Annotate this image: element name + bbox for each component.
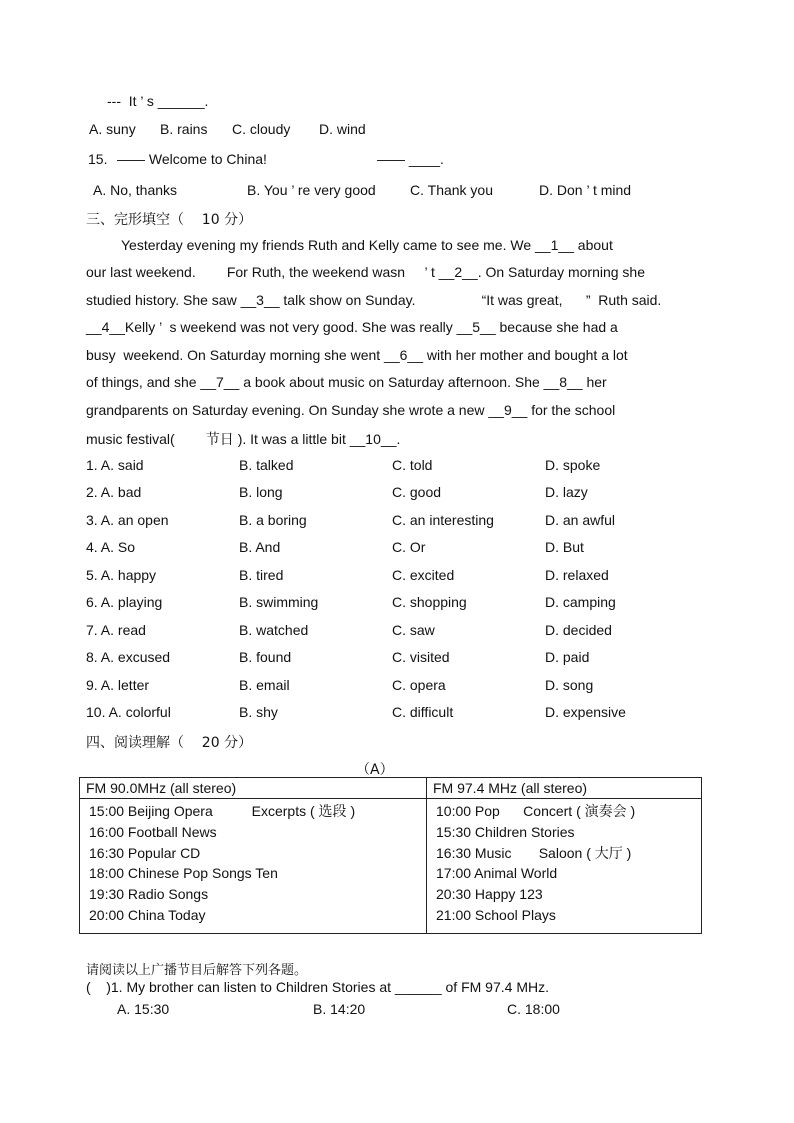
cloze-q3-option-a: 3. A. an open: [86, 512, 169, 528]
q14-answer-line: --- It ’ s ______.: [107, 93, 209, 109]
cloze-q6-option-c: C. shopping: [392, 594, 467, 610]
cloze-q2-option-c: C. good: [392, 484, 442, 500]
cloze-q4-option-a: 4. A. So: [86, 539, 136, 555]
station1-program: 19:30 Radio Songs: [89, 886, 209, 903]
station2-program: 21:00 School Plays: [436, 906, 556, 923]
station2-program: 15:30 Children Stories: [436, 823, 575, 840]
cloze-q5-option-c: C. excited: [392, 567, 455, 583]
cloze-q1-option-a: 1. A. said: [86, 457, 144, 473]
station2-header: FM 97.4 MHz (all stereo): [427, 778, 702, 799]
cloze-q3-option-b: B. a boring: [239, 512, 307, 528]
cloze-q7-option-b: B. watched: [239, 622, 309, 638]
cloze-q6-option-b: B. swimming: [239, 594, 319, 610]
cloze-q7-option-c: C. saw: [392, 622, 435, 638]
station1-header: FM 90.0MHz (all stereo): [80, 778, 427, 799]
cloze-q6-option-a: 6. A. playing: [86, 594, 163, 610]
q15-option-a: A. No, thanks: [93, 182, 178, 198]
cloze-q6-option-d: D. camping: [545, 594, 616, 610]
passage-line-3: studied history. She saw __3__ talk show on Sunday. “It was great, ” Ruth said.: [86, 292, 662, 308]
station1-program: 15:00 Beijing Opera Excerpts ( 选段 ): [89, 803, 356, 819]
cloze-q8-option-d: D. paid: [545, 649, 590, 665]
q14-option-a: A. suny: [89, 121, 136, 137]
cloze-q5-option-b: B. tired: [239, 567, 284, 583]
cloze-q5-option-a: 5. A. happy: [86, 567, 157, 583]
reading-instruction: 请阅读以上广播节目后解答下列各题。: [86, 963, 308, 978]
cloze-q9-option-a: 9. A. letter: [86, 677, 150, 693]
cloze-q2-option-a: 2. A. bad: [86, 484, 142, 500]
cloze-q1-option-d: D. spoke: [545, 457, 601, 473]
cloze-q9-option-c: C. opera: [392, 677, 446, 693]
passage-line-2: our last weekend. For Ruth, the weekend wasn ’ t __2__. On Saturday morning she: [86, 264, 646, 280]
q15-reply: —— ____.: [377, 151, 444, 167]
reading-q1-option-b: B. 14:20: [313, 1001, 366, 1017]
q14-option-d: D. wind: [319, 121, 366, 137]
cloze-q10-option-d: D. expensive: [545, 704, 626, 720]
cloze-q4-option-c: C. Or: [392, 539, 426, 555]
station2-program: 10:00 Pop Concert ( 演奏会 ): [436, 803, 636, 819]
cloze-q3-option-c: C. an interesting: [392, 512, 494, 528]
cloze-q8-option-b: B. found: [239, 649, 292, 665]
station1-program: 20:00 China Today: [89, 906, 206, 923]
station1-program: 16:30 Popular CD: [89, 844, 201, 861]
cloze-q9-option-d: D. song: [545, 677, 594, 693]
cloze-q1-option-b: B. talked: [239, 457, 294, 473]
cloze-q7-option-a: 7. A. read: [86, 622, 146, 638]
passage-line-7: grandparents on Saturday evening. On Sunday she wrote a new __9__ for the school: [86, 402, 616, 418]
q15-option-c: C. Thank you: [410, 182, 494, 198]
cloze-q9-option-b: B. email: [239, 677, 290, 693]
cloze-q8-option-a: 8. A. excused: [86, 649, 171, 665]
passage-line-1: Yesterday evening my friends Ruth and Kelly came to see me. We __1__ about: [121, 237, 613, 253]
station2-program: 20:30 Happy 123: [436, 886, 543, 903]
station1-program: 16:00 Football News: [89, 823, 217, 840]
cloze-q8-option-c: C. visited: [392, 649, 450, 665]
cloze-q10-option-a: 10. A. colorful: [86, 704, 171, 720]
q14-option-c: C. cloudy: [232, 121, 291, 137]
station2-program: 17:00 Animal World: [436, 865, 558, 882]
reading-question-1: ( )1. My brother can listen to Children Stories at ______ of FM 97.4 MHz.: [86, 979, 549, 995]
cloze-q3-option-d: D. an awful: [545, 512, 616, 528]
station1-programs: [80, 799, 427, 934]
radio-schedule-table: [79, 777, 702, 934]
cloze-q7-option-d: D. decided: [545, 622, 612, 638]
section3-heading: 三、完形填空（ 10 分）: [86, 212, 253, 228]
cloze-q2-option-b: B. long: [239, 484, 283, 500]
station2-programs: [427, 799, 702, 934]
passage-line-8: music festival( 节日 ). It was a little bit __10__.: [86, 431, 401, 447]
passage-line-5: busy weekend. On Saturday morning she went __6__ with her mother and bought a lot: [86, 347, 628, 363]
q15-option-d: D. Don ’ t mind: [539, 182, 632, 198]
passage-line-6: of things, and she __7__ a book about music on Saturday afternoon. She __8__ her: [86, 374, 607, 390]
cloze-q2-option-d: D. lazy: [545, 484, 588, 500]
passage-a-label: （A）: [356, 762, 394, 778]
cloze-q10-option-b: B. shy: [239, 704, 278, 720]
reading-q1-option-c: C. 18:00: [507, 1001, 560, 1017]
station1-program: 18:00 Chinese Pop Songs Ten: [89, 865, 278, 882]
cloze-q5-option-d: D. relaxed: [545, 567, 609, 583]
q14-option-b: B. rains: [160, 121, 208, 137]
cloze-q1-option-c: C. told: [392, 457, 433, 473]
cloze-q10-option-c: C. difficult: [392, 704, 454, 720]
q15-option-b: B. You ’ re very good: [247, 182, 376, 198]
q15-prompt: —— Welcome to China!: [117, 151, 267, 167]
q15-number: 15.: [88, 151, 108, 167]
station2-program: 16:30 Music Saloon ( 大厅 ): [436, 844, 632, 861]
section4-heading: 四、阅读理解（ 20 分）: [86, 735, 253, 751]
cloze-q4-option-d: D. But: [545, 539, 584, 555]
cloze-q4-option-b: B. And: [239, 539, 281, 555]
reading-q1-option-a: A. 15:30: [117, 1001, 170, 1017]
passage-line-4: __4__Kelly ’ s weekend was not very good. She was really __5__ because she had a: [86, 319, 618, 335]
